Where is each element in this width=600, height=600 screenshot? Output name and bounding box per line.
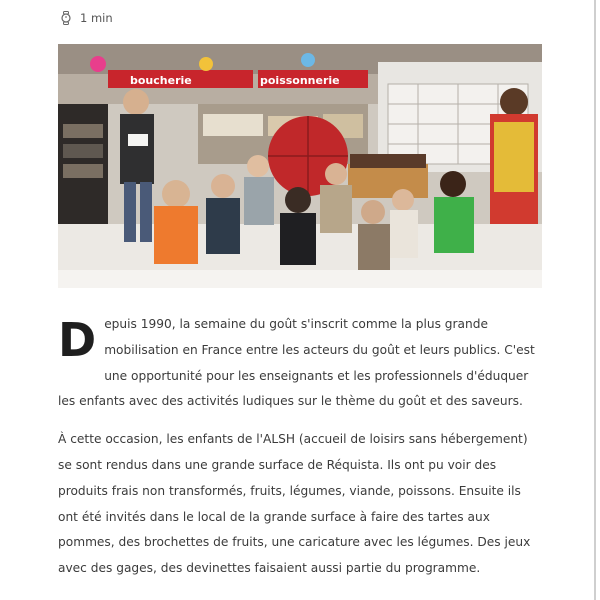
sign-poissonnerie: poissonnerie (260, 74, 340, 87)
article-paragraph-2: À cette occasion, les enfants de l'ALSH (accueil de loisirs sans hébergement) se sont rendus dans une grande surface de Réquista. Ils ont pu voir des produits frais non transformés, fruits, légumes, viande, poissons. Ensuite ils ont été invités dans le local de la grande surface à faire des tartes aux pommes, des brochettes de fruits, une caricature avec les légumes. Des jeux avec des gages, des devinettes faisaient aussi partie du programme. (58, 432, 531, 576)
dropcap: D (58, 313, 97, 367)
article-body (58, 312, 544, 582)
article-paragraph-1 (58, 312, 544, 415)
article-photo (58, 44, 542, 288)
page-edge-rule (594, 0, 596, 600)
paragraph-1-text: epuis 1990, la semaine du goût s'inscrit comme la plus grande mobilisation en France entre les acteurs du goût et leurs publics. C'est une opportunité pour les enseignants et les professionnels d'éduquer les enfants avec des activités ludiques sur le thème du goût et des saveurs. (58, 317, 535, 409)
supermarket-scene (58, 44, 542, 288)
watch-icon (60, 11, 72, 25)
sign-boucherie: boucherie (130, 74, 192, 87)
article-meta (60, 9, 113, 27)
read-time: 1 min (80, 11, 113, 25)
article-title-fragment (58, 0, 528, 2)
